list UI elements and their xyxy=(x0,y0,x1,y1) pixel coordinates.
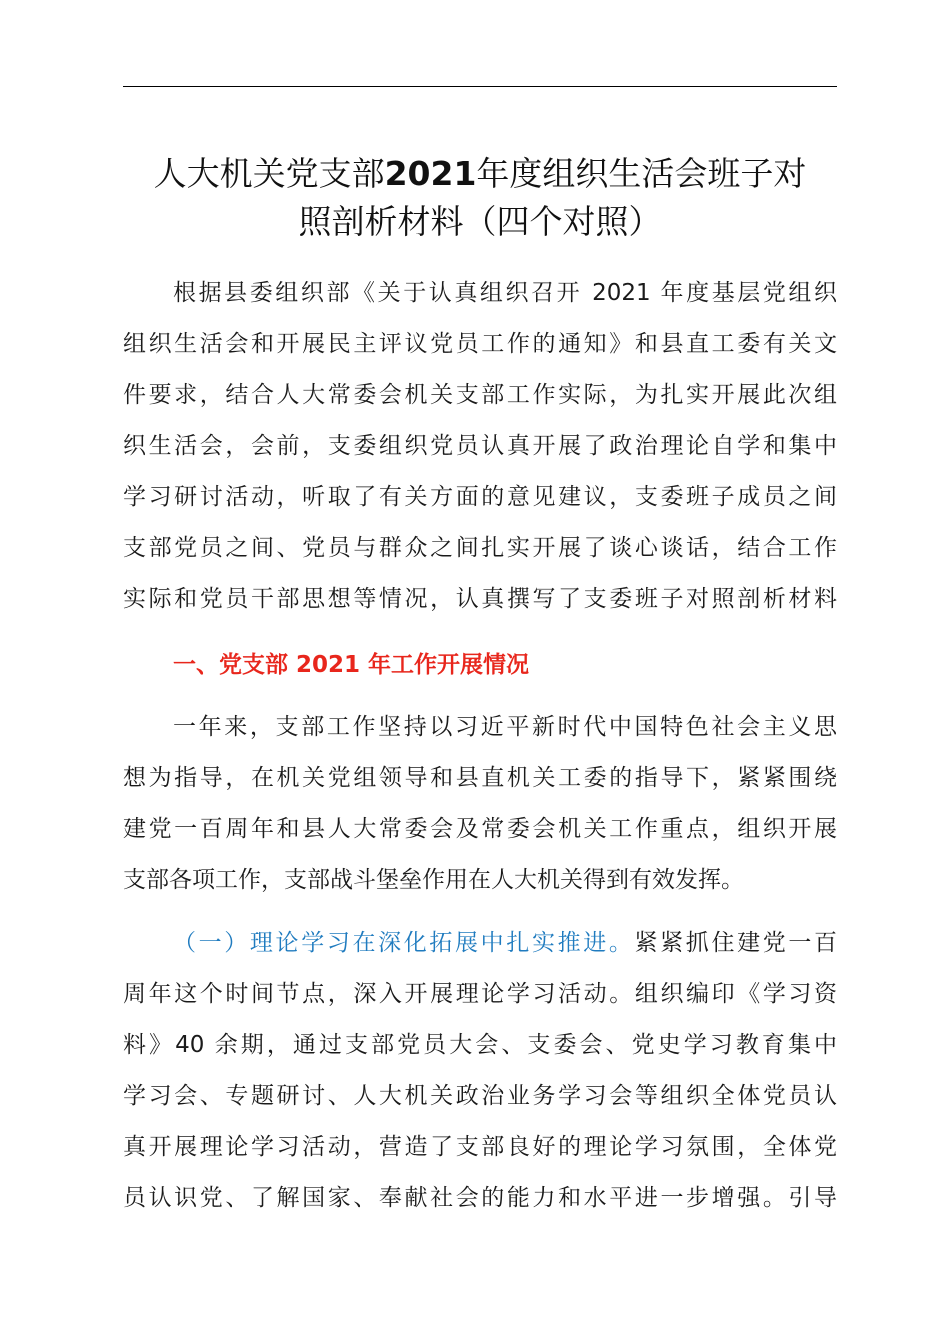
title-line-1: 人大机关党支部2021年度组织生活会班子对 xyxy=(153,154,807,193)
sub1-line: 员认识党、了解国家、奉献社会的能力和水平进一步增强。引导 xyxy=(123,1185,837,1211)
document-title xyxy=(118,150,842,246)
intro-line: 根据县委组织部《关于认真组织召开 2021 年度基层党组织 xyxy=(173,280,837,306)
section1-line: 一年来，支部工作坚持以习近平新时代中国特色社会主义思 xyxy=(173,714,837,740)
section1-line: 想为指导，在机关党组领导和县直机关工委的指导下，紧紧围绕 xyxy=(123,765,837,791)
sub-heading-1: （一）理论学习在深化拓展中扎实推进。 xyxy=(173,930,635,956)
sub1-line: 料》40 余期，通过支部党员大会、支委会、党史学习教育集中 xyxy=(123,1032,837,1058)
sub1-line: 学习会、专题研讨、人大机关政治业务学习会等组织全体党员认 xyxy=(123,1083,837,1109)
sub1-first-line: （一）理论学习在深化拓展中扎实推进。紧紧抓住建党一百 xyxy=(173,930,838,956)
sub1-line: 周年这个时间节点，深入开展理论学习活动。组织编印《学习资 xyxy=(123,981,837,1007)
header-rule xyxy=(123,86,837,87)
intro-line: 织生活会，会前，支委组织党员认真开展了政治理论自学和集中 xyxy=(123,433,837,459)
intro-line: 支部党员之间、党员与群众之间扎实开展了谈心谈话，结合工作 xyxy=(123,535,837,561)
intro-line: 学习研讨活动，听取了有关方面的意见建议，支委班子成员之间 xyxy=(123,484,837,510)
section-heading-1: 一、党支部 2021 年工作开展情况 xyxy=(173,652,530,678)
section1-paragraph xyxy=(123,702,837,906)
sub1-line: 真开展理论学习活动，营造了支部良好的理论学习氛围，全体党 xyxy=(123,1134,837,1160)
section1-line: 支部各项工作，支部战斗堡垒作用在人大机关得到有效发挥。 xyxy=(123,867,744,893)
title-line-2: 照剖析材料（四个对照） xyxy=(298,202,662,241)
intro-paragraph xyxy=(123,268,837,625)
intro-line: 件要求，结合人大常委会机关支部工作实际，为扎实开展此次组 xyxy=(123,382,837,408)
sub1-paragraph xyxy=(123,918,837,1224)
section1-line: 建党一百周年和县人大常委会及常委会机关工作重点，组织开展 xyxy=(123,816,837,842)
intro-line: 组织生活会和开展民主评议党员工作的通知》和县直工委有关文 xyxy=(123,331,837,357)
intro-line: 实际和党员干部思想等情况，认真撰写了支委班子对照剖析材料 xyxy=(123,586,837,612)
